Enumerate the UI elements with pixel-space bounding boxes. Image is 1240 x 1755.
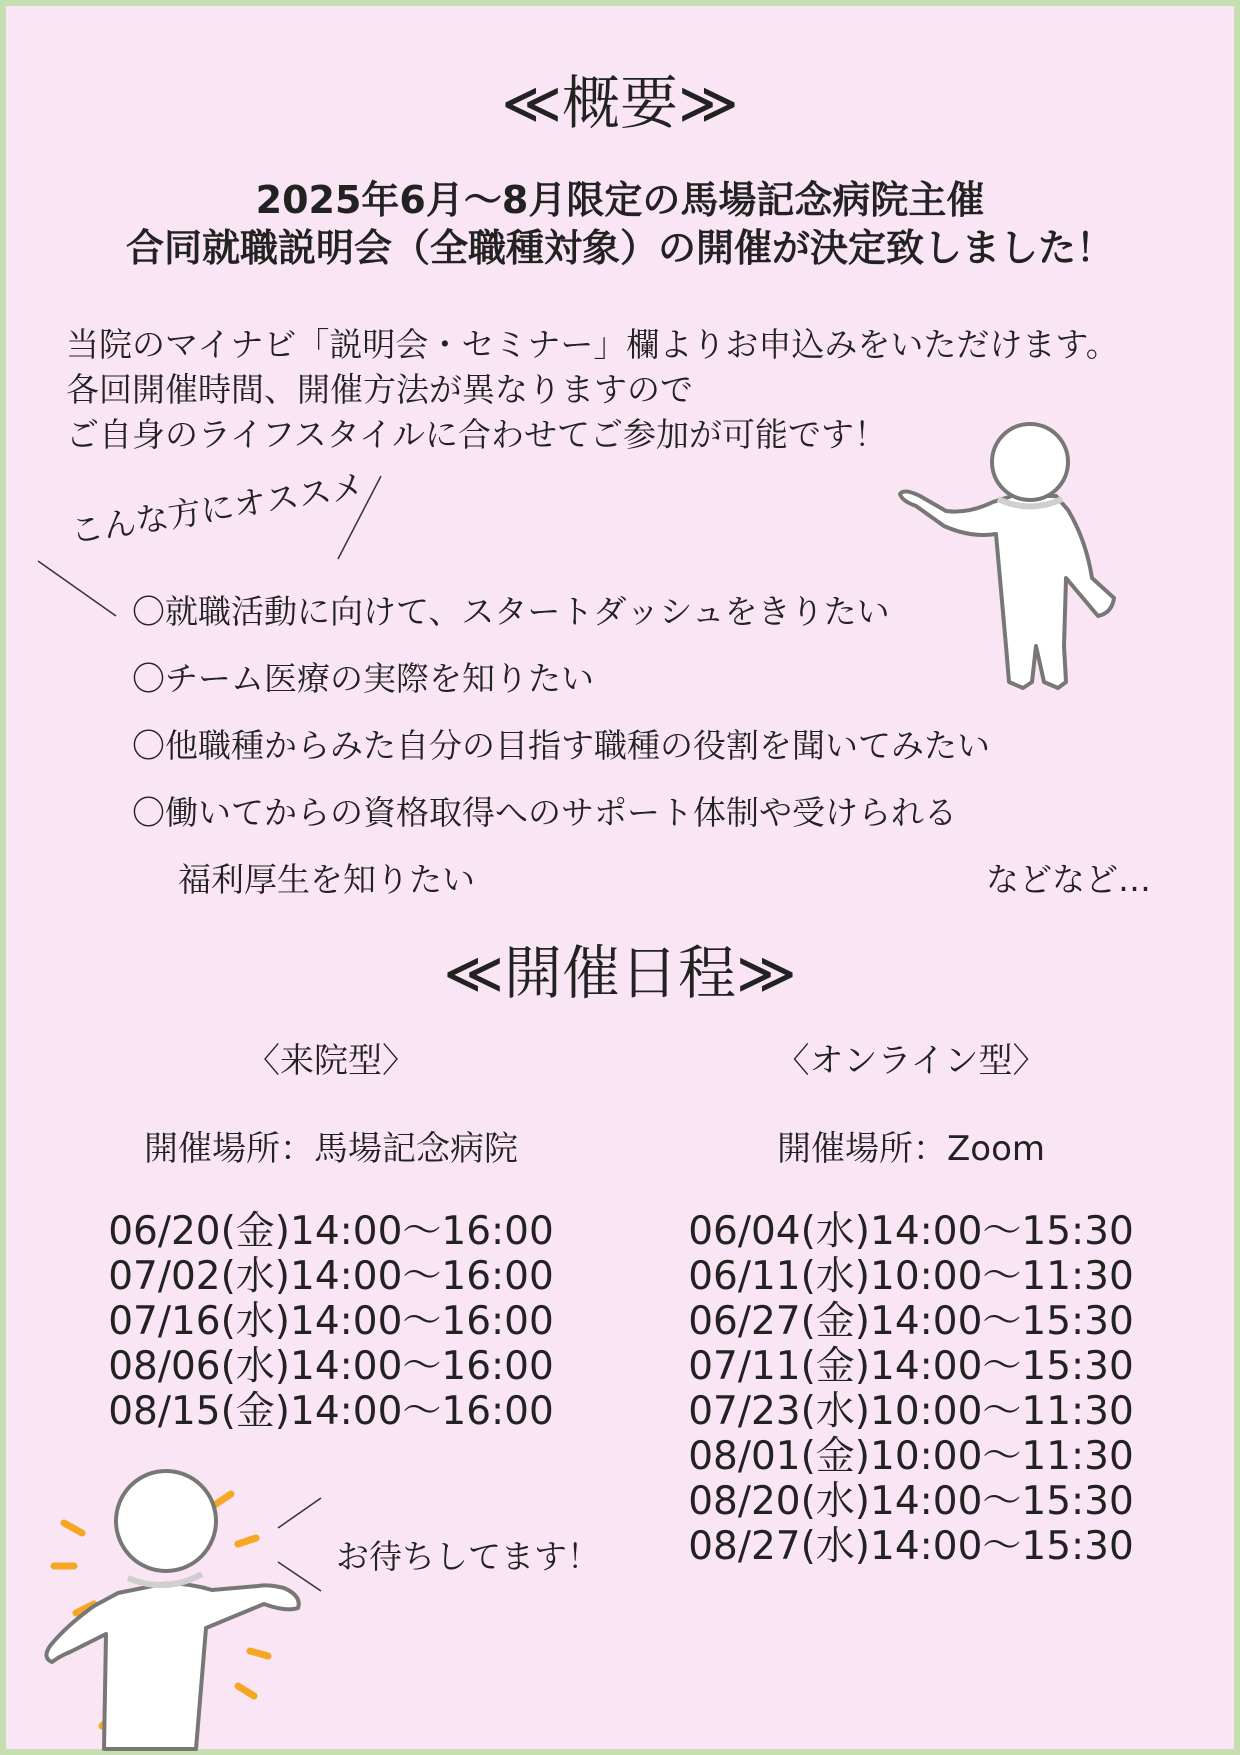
visit-time-item: 07/02(水)14:00～16:00 bbox=[108, 1254, 554, 1299]
intro-text bbox=[66, 322, 1119, 457]
online-time-item: 07/23(水)10:00～11:30 bbox=[688, 1389, 1134, 1434]
recommend-item-3: 〇他職種からみた自分の目指す職種の役割を聞いてみたい bbox=[132, 726, 990, 765]
recommend-item-4: 〇働いてからの資格取得へのサポート体制や受けられる bbox=[132, 793, 957, 832]
online-time-item: 07/11(金)14:00～15:30 bbox=[688, 1344, 1134, 1389]
headline bbox=[6, 176, 1234, 272]
etc-text: などなど… bbox=[986, 860, 1151, 899]
visit-place: 開催場所：馬場記念病院 bbox=[144, 1129, 518, 1169]
welcoming-person-illustration bbox=[6, 6, 16, 16]
intro-line-3: ご自身のライフスタイルに合わせてご参加が可能です！ bbox=[66, 415, 888, 454]
recommend-item-1: 〇就職活動に向けて、スタートダッシュをきりたい bbox=[132, 592, 890, 631]
online-time-item: 06/27(金)14:00～15:30 bbox=[688, 1299, 1134, 1344]
recommend-item-4-continued: 福利厚生を知りたい bbox=[178, 860, 475, 899]
headline-line-1: 2025年6月～8月限定の馬場記念病院主催 bbox=[255, 178, 985, 222]
online-place: 開催場所：Zoom bbox=[776, 1129, 1045, 1169]
online-time-item: 08/27(水)14:00～15:30 bbox=[688, 1524, 1134, 1569]
visit-time-item: 08/06(水)14:00～16:00 bbox=[108, 1344, 554, 1389]
online-time-item: 06/04(水)14:00～15:30 bbox=[688, 1209, 1134, 1254]
visit-time-item: 06/20(金)14:00～16:00 bbox=[108, 1209, 554, 1254]
online-times-list bbox=[616, 1209, 1206, 1569]
schedule-title: ≪開催日程≫ bbox=[443, 939, 797, 1007]
visit-times-list bbox=[36, 1209, 626, 1434]
visit-type-label: 〈来院型〉 bbox=[246, 1041, 416, 1081]
online-type-label: 〈オンライン型〉 bbox=[775, 1041, 1047, 1081]
online-time-item: 08/01(金)10:00～11:30 bbox=[688, 1434, 1134, 1479]
flyer-page bbox=[6, 6, 1234, 1749]
intro-line-2: 各回開催時間、開催方法が異なりますので bbox=[66, 370, 693, 409]
recommend-heading: こんな方にオススメ bbox=[67, 466, 367, 552]
overview-title: ≪概要≫ bbox=[501, 69, 739, 137]
online-time-item: 06/11(水)10:00～11:30 bbox=[688, 1254, 1134, 1299]
intro-line-1: 当院のマイナビ「説明会・セミナー」欄よりお申込みをいただけます。 bbox=[66, 325, 1119, 364]
headline-line-2: 合同就職説明会（全職種対象）の開催が決定致しました！ bbox=[125, 226, 1114, 270]
closing-message: お待ちしてます！ bbox=[336, 1537, 600, 1576]
recommend-item-2: 〇チーム医療の実際を知りたい bbox=[132, 659, 594, 698]
online-time-item: 08/20(水)14:00～15:30 bbox=[688, 1479, 1134, 1524]
visit-time-item: 07/16(水)14:00～16:00 bbox=[108, 1299, 554, 1344]
visit-time-item: 08/15(金)14:00～16:00 bbox=[108, 1389, 554, 1434]
